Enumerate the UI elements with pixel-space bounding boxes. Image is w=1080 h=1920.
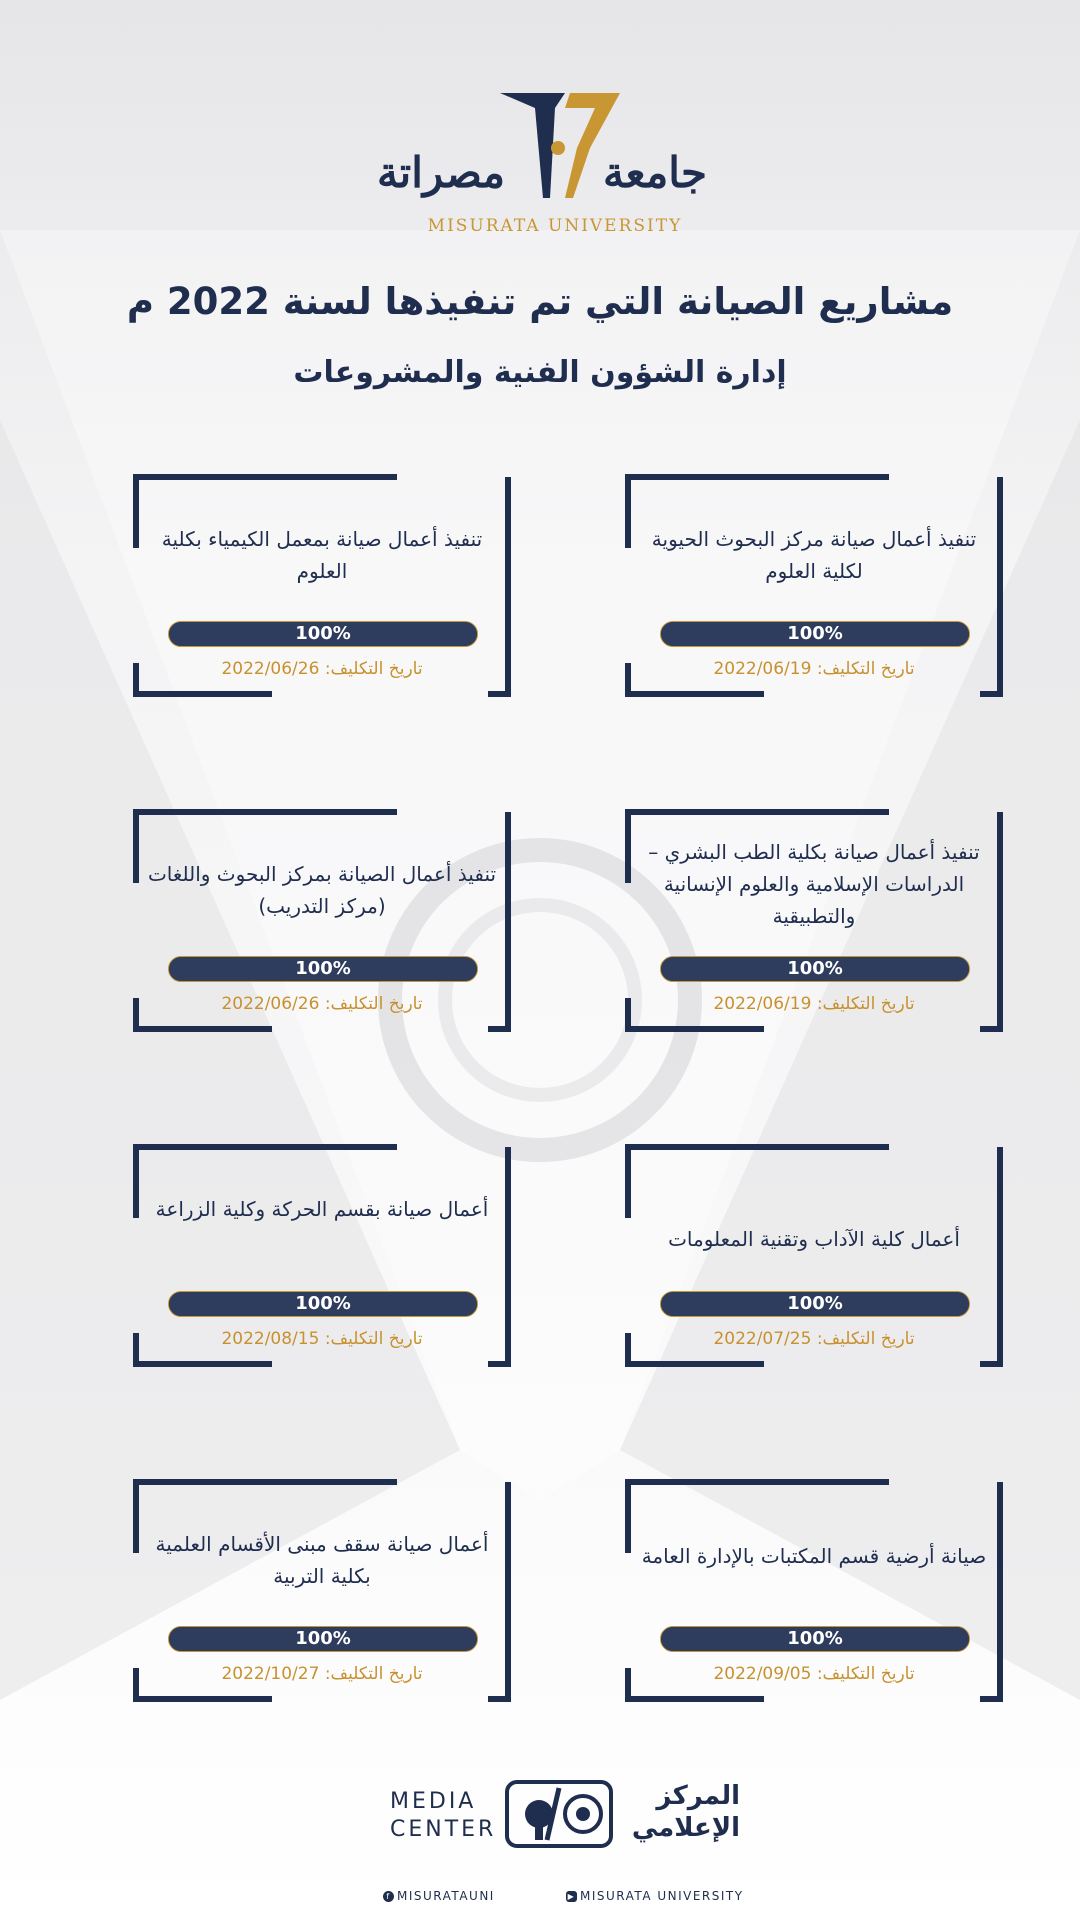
date-label: تاريخ التكليف: [324, 1329, 423, 1349]
progress-label: 100% [787, 1628, 843, 1649]
youtube-icon: ▶ [567, 1892, 576, 1901]
progress-bar [168, 1626, 478, 1652]
logo-arabic-left: مصراتة [377, 148, 505, 197]
page-title: مشاريع الصيانة التي تم تنفيذها لسنة 2022 م [126, 280, 954, 323]
facebook-icon: f [383, 1891, 394, 1902]
project-card [624, 1478, 1004, 1703]
date-value: 2022/06/19 [713, 659, 812, 679]
assignment-date [132, 659, 512, 679]
facebook-text: MISURATAUNI [397, 1889, 495, 1903]
university-logo [377, 88, 715, 248]
date-label: تاريخ التكليف: [816, 1329, 915, 1349]
logo-arabic-right: جامعة [602, 148, 708, 197]
media-center-english [390, 1788, 500, 1844]
project-card [132, 1143, 512, 1368]
date-value: 2022/06/26 [221, 994, 320, 1014]
progress-bar [660, 1626, 970, 1652]
progress-label: 100% [787, 623, 843, 644]
progress-label: 100% [295, 623, 351, 644]
progress-bar [660, 956, 970, 982]
assignment-date [624, 1329, 1004, 1349]
date-value: 2022/08/15 [221, 1329, 320, 1349]
project-title: تنفيذ أعمال صيانة بكلية الطب البشري –الدراسات الإسلامية والعلوم الإنسانية والتطبيقية [648, 840, 980, 928]
date-value: 2022/06/19 [713, 994, 812, 1014]
youtube-handle[interactable] [566, 1889, 744, 1903]
progress-label: 100% [295, 1628, 351, 1649]
progress-bar [168, 956, 478, 982]
date-label: تاريخ التكليف: [816, 1664, 915, 1684]
project-title: تنفيذ أعمال صيانة بمعمل الكيمياء بكلية العلوم [161, 527, 483, 583]
project-title: أعمال كلية الآداب وتقنية المعلومات [668, 1227, 960, 1251]
project-card [132, 473, 512, 698]
media-center-logo [390, 1780, 740, 1850]
project-card [624, 473, 1004, 698]
progress-label: 100% [295, 1293, 351, 1314]
project-title: صيانة أرضية قسم المكتبات بالإدارة العامة [641, 1544, 987, 1568]
date-value: 2022/10/27 [221, 1664, 320, 1684]
markaz-word: المركز [656, 1781, 740, 1811]
date-label: تاريخ التكليف: [324, 1664, 423, 1684]
project-title: أعمال صيانة سقف مبنى الأقسام العلمية بكلية التربية [155, 1532, 489, 1588]
assignment-date [132, 994, 512, 1014]
date-value: 2022/07/25 [713, 1329, 812, 1349]
camera-shutter-icon [505, 1780, 613, 1848]
date-value: 2022/06/26 [221, 659, 320, 679]
assignment-date [132, 1664, 512, 1684]
project-title: أعمال صيانة بقسم الحركة وكلية الزراعة [155, 1197, 489, 1221]
assignment-date [624, 659, 1004, 679]
project-title: تنفيذ أعمال الصيانة بمركز البحوث واللغات (مركز التدريب) [147, 862, 497, 918]
facebook-handle[interactable] [383, 1889, 495, 1903]
progress-label: 100% [295, 958, 351, 979]
project-card [624, 1143, 1004, 1368]
center-word: CENTER [390, 1817, 497, 1842]
progress-bar [660, 1291, 970, 1317]
progress-bar [168, 621, 478, 647]
date-label: تاريخ التكليف: [324, 659, 423, 679]
project-card [132, 808, 512, 1033]
progress-bar [168, 1291, 478, 1317]
progress-bar [660, 621, 970, 647]
project-title: تنفيذ أعمال صيانة مركز البحوث الحيوية لكلية العلوم [651, 527, 977, 583]
logo-english-text: MISURATA UNIVERSITY [427, 216, 683, 236]
assignment-date [624, 1664, 1004, 1684]
project-card [624, 808, 1004, 1033]
youtube-text: MISURATA UNIVERSITY [580, 1889, 744, 1903]
date-label: تاريخ التكليف: [816, 659, 915, 679]
progress-label: 100% [787, 1293, 843, 1314]
assignment-date [132, 1329, 512, 1349]
progress-label: 100% [787, 958, 843, 979]
date-label: تاريخ التكليف: [816, 994, 915, 1014]
ilami-word: الإعلامي [631, 1813, 740, 1843]
project-card [132, 1478, 512, 1703]
date-label: تاريخ التكليف: [324, 994, 423, 1014]
date-value: 2022/09/05 [713, 1664, 812, 1684]
assignment-date [624, 994, 1004, 1014]
media-center-arabic [620, 1780, 740, 1844]
page-subtitle: إدارة الشؤون الفنية والمشروعات [293, 355, 787, 390]
media-word: MEDIA [390, 1789, 477, 1814]
